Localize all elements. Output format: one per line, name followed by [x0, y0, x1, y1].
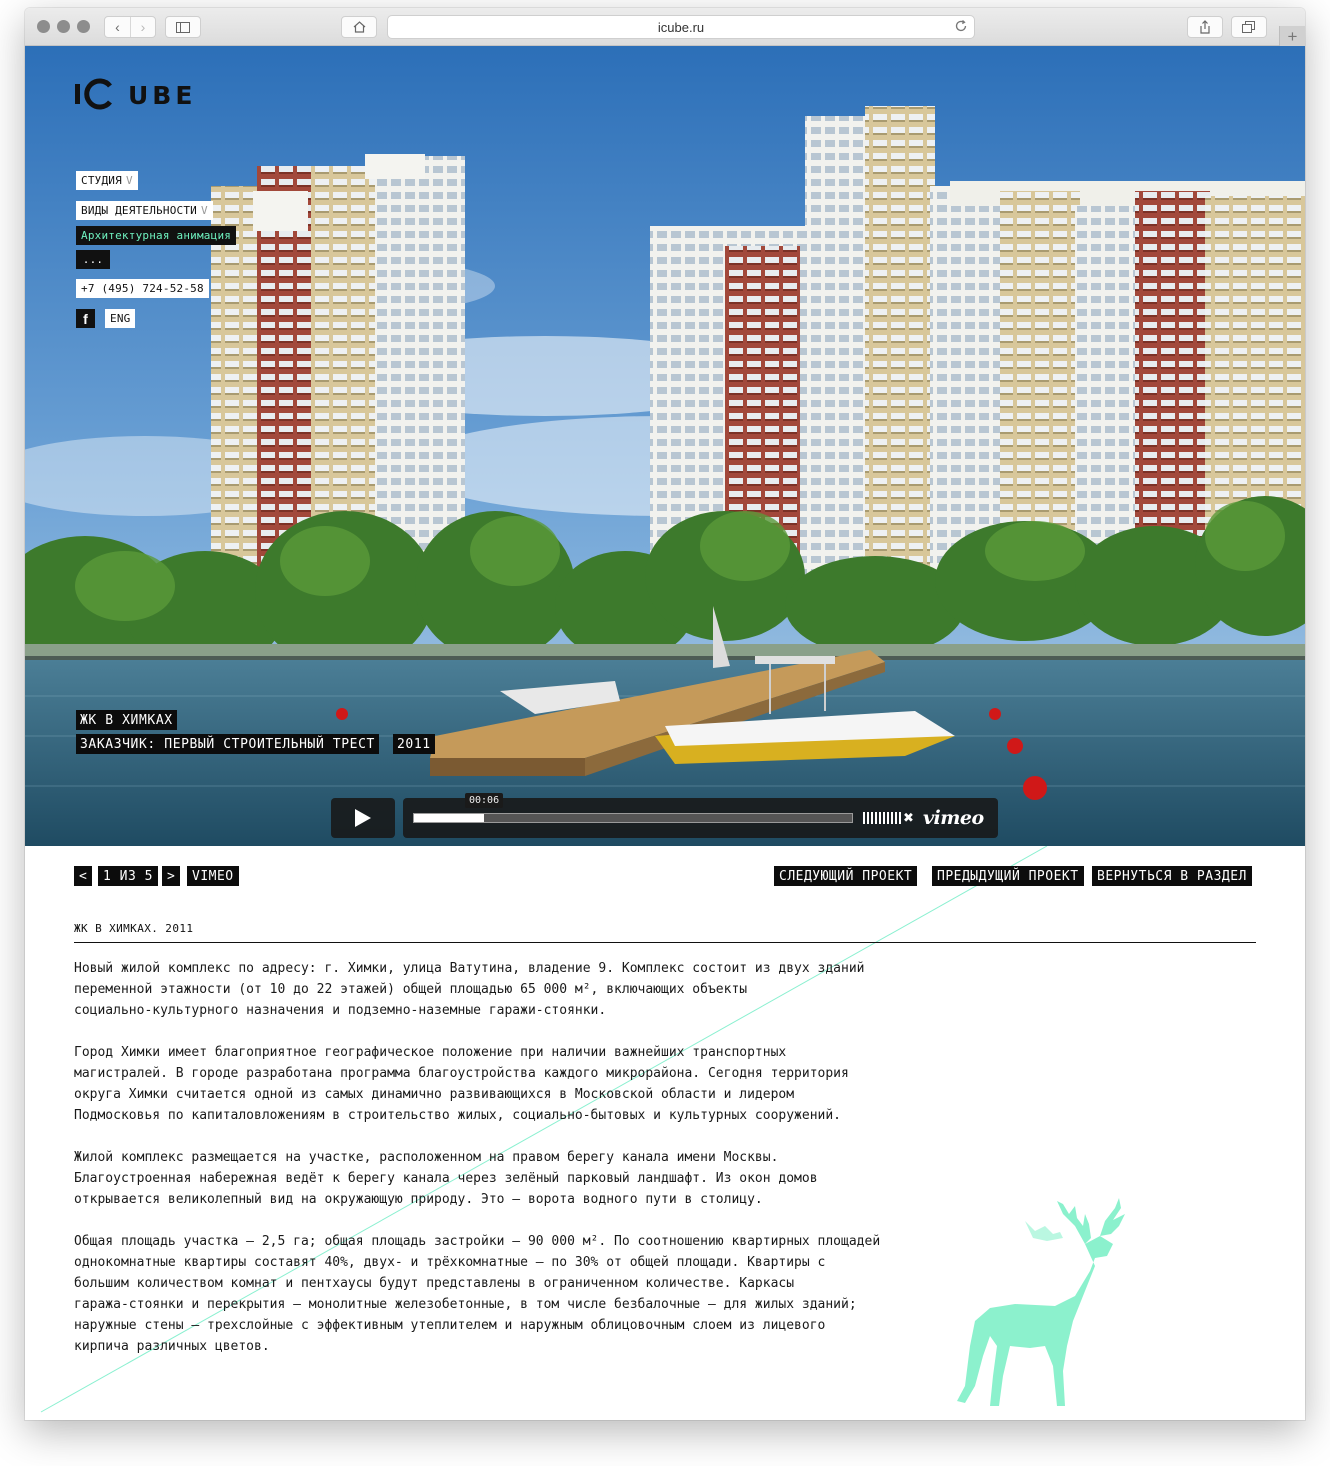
home-icon[interactable]	[341, 16, 377, 38]
sidebar-icon[interactable]	[165, 16, 201, 38]
browser-window	[25, 8, 1305, 1420]
heading-divider	[74, 942, 1256, 943]
forward-icon[interactable]: ›	[130, 17, 155, 37]
back-to-section-label: ВЕРНУТЬСЯ В РАЗДЕЛ	[1097, 868, 1247, 884]
article-paragraph: Новый жилой комплекс по адресу: г. Химки, улица Ватутина, владение 9. Комплекс состоит из двух зданий переменной этажности (от 10 до 22 этажей) общей площадью 65 000 м², включающих объекты социально-культурного назначения и подземно-наземные гаражи-стоянки.	[74, 961, 865, 1018]
article-body	[74, 958, 974, 1378]
back-forward-group	[104, 16, 156, 38]
prev-slide-label: <	[79, 868, 88, 884]
next-project-label: СЛЕДУЮЩИЙ ПРОЕКТ	[779, 868, 913, 884]
svg-text:UBE: UBE	[128, 81, 197, 110]
volume-icon[interactable]	[863, 812, 901, 824]
chevron-down-icon: V	[200, 204, 208, 217]
zoom-window-button[interactable]	[77, 20, 90, 33]
play-icon	[354, 808, 372, 828]
address-bar[interactable]	[387, 15, 975, 39]
reload-icon[interactable]	[954, 19, 968, 36]
video-client-caption	[76, 734, 379, 754]
menu-active-label: Архитектурная анимация	[81, 229, 232, 242]
url-text: icube.ru	[657, 19, 705, 35]
next-slide-label: >	[167, 868, 176, 884]
video-title: ЖК В ХИМКАХ	[80, 712, 173, 728]
article-paragraph: Жилой комплекс размещается на участке, расположенном на правом берегу канала имени Москвы. Благоустроенная набережная ведёт к берегу канала через зелёный парковый ландшафт. Из окон домов открывается великолепный вид на окружающую природу. Это — ворота водного пути в столицу.	[74, 1150, 818, 1207]
next-slide-button[interactable]	[162, 866, 180, 886]
playback-timecode: 00:06	[465, 793, 503, 808]
vimeo-source-link[interactable]	[187, 866, 239, 886]
share-icon[interactable]	[1187, 16, 1223, 38]
back-to-section-button[interactable]	[1092, 866, 1252, 886]
slide-counter-label: 1 ИЗ 5	[103, 868, 153, 884]
language-switch[interactable]	[105, 309, 135, 328]
menu-studio-label: СТУДИЯ	[81, 174, 122, 187]
menu-more-button[interactable]	[76, 250, 110, 269]
browser-toolbar	[25, 8, 1305, 46]
language-label: ENG	[110, 312, 131, 325]
article-heading: ЖК В ХИМКАХ. 2011	[74, 922, 194, 935]
prev-slide-button[interactable]	[74, 866, 92, 886]
vimeo-source-label: VIMEO	[192, 868, 234, 884]
close-window-button[interactable]	[37, 20, 50, 33]
back-icon[interactable]: ‹	[115, 19, 120, 35]
prev-project-label: ПРЕДЫДУЩИЙ ПРОЕКТ	[937, 868, 1079, 884]
play-button[interactable]	[331, 798, 395, 838]
video-title-caption	[76, 710, 177, 730]
menu-active-architectural-animation[interactable]	[76, 226, 236, 245]
menu-activities[interactable]	[76, 201, 213, 220]
video-year: 2011	[397, 736, 431, 752]
video-frame-illustration	[25, 46, 1305, 846]
icube-logo[interactable]	[75, 74, 220, 114]
article-paragraph: Город Химки имеет благоприятное географическое положение при наличии важнейших транспортных магистралей. В городе разработана программа благоустройства каждого микрорайона. Сегодня территория округа Химки считается одной из самых динамично развивающихся в Московской области и лидером Подмосковья по капиталовложениям в строительство жилых, социально-бытовых и культурных сооружений.	[74, 1045, 849, 1123]
seek-bar-progress	[414, 814, 484, 822]
menu-studio[interactable]	[76, 171, 138, 190]
prev-project-button[interactable]	[932, 866, 1084, 886]
phone-label: +7 (495) 724-52-58	[81, 282, 204, 295]
slide-counter	[98, 866, 158, 886]
video-hero[interactable]	[25, 46, 1305, 846]
menu-more-label: ...	[82, 253, 104, 266]
next-project-button[interactable]	[774, 866, 917, 886]
article-paragraph: Общая площадь участка — 2,5 га; общая площадь застройки — 90 000 м². По соотношению квартирных площадей однокомнатные квартиры составят 40%, двух- и трёхкомнатные — по 30% от общей площади. Квартиры с большим количеством комнат и пентхаусы будут представлены в ограниченном количестве. Каркасы гаража-стоянки и перекрытия — монолитные железобетонные, в том числе безбалочные — для жилых зданий; наружные стены — трехслойные с эффективным утеплителем и наружным облицовочным слоем из лицевого кирпича различных цветов.	[74, 1234, 881, 1354]
minimize-window-button[interactable]	[57, 20, 70, 33]
seek-bar[interactable]	[413, 813, 853, 823]
facebook-glyph: f	[83, 310, 88, 327]
menu-activities-label: ВИДЫ ДЕЯТЕЛЬНОСТИ	[81, 204, 197, 217]
vimeo-logo[interactable]: vimeo	[923, 807, 984, 829]
video-client: ЗАКАЗЧИК: ПЕРВЫЙ СТРОИТЕЛЬНЫЙ ТРЕСТ	[80, 736, 375, 752]
facebook-icon[interactable]	[76, 309, 95, 328]
chevron-down-icon: V	[125, 174, 133, 187]
tabs-icon[interactable]	[1231, 16, 1267, 38]
fullscreen-icon[interactable]: ✖	[903, 810, 914, 825]
new-tab-icon[interactable]: +	[1279, 26, 1305, 46]
phone-number[interactable]	[76, 279, 209, 298]
video-year-caption	[393, 734, 435, 754]
